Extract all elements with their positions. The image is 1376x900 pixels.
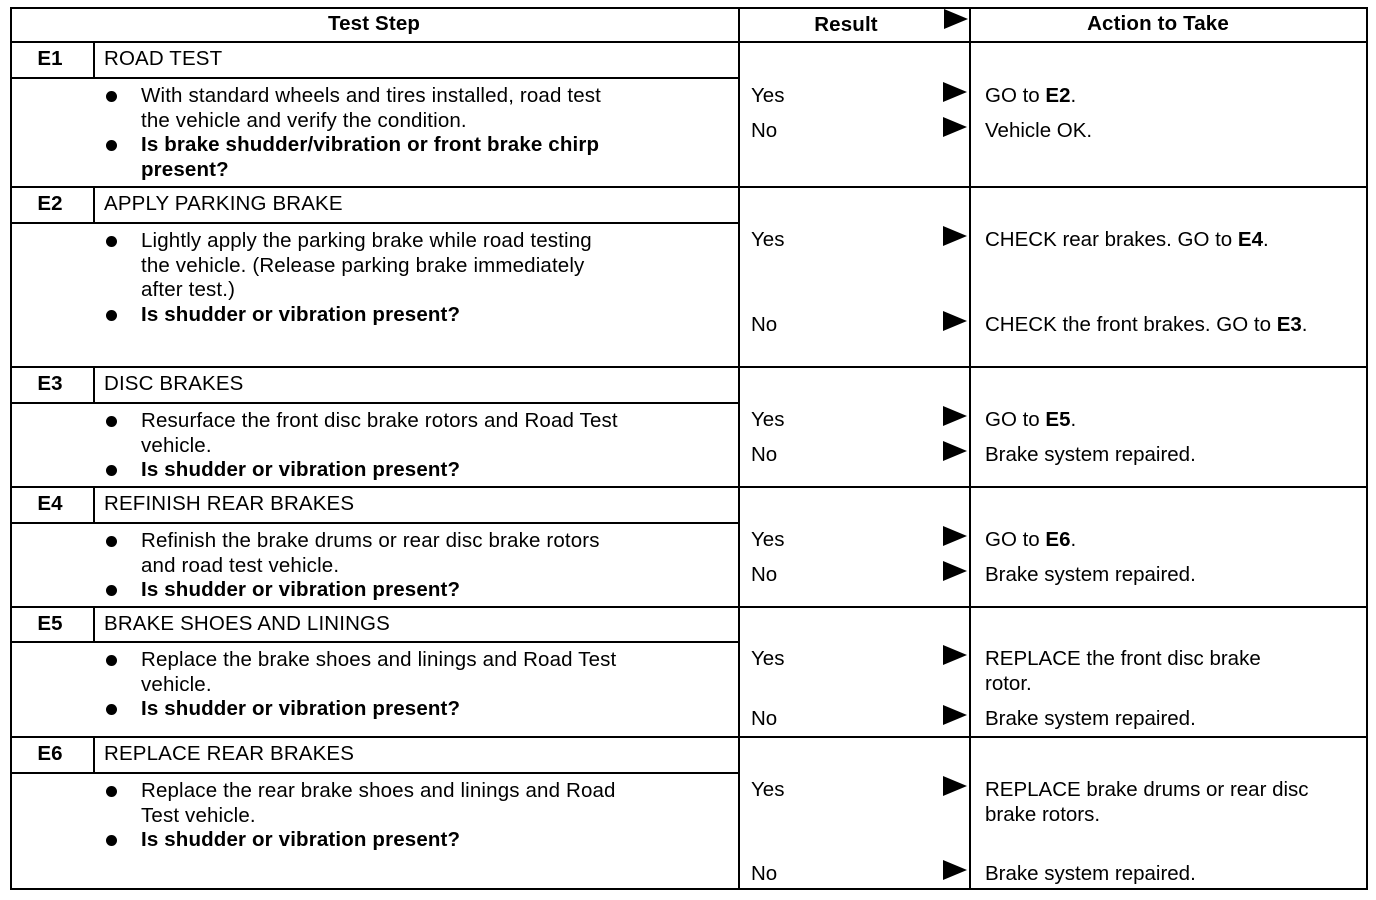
yes-action: [985, 84, 1076, 109]
yes-action: [985, 778, 1309, 827]
table-bottom-border: [10, 888, 1368, 890]
bullet-icon: [106, 536, 117, 547]
result-yes: Yes: [751, 228, 785, 251]
code-column-line: [93, 186, 95, 222]
no-action: [985, 707, 1196, 732]
instruction-line: With standard wheels and tires installed, road test: [141, 84, 602, 107]
no-arrow-icon: [943, 561, 967, 581]
result-no: No: [751, 707, 778, 730]
result-yes: Yes: [751, 647, 785, 670]
section-divider: [10, 486, 1368, 488]
step-code: E3: [37, 372, 63, 395]
title-row-line: [10, 522, 738, 524]
yes-action: [985, 647, 1261, 696]
step-title: ROAD TEST: [104, 47, 223, 70]
no-action: [985, 563, 1196, 588]
yes-arrow-icon: [943, 82, 967, 102]
no-action-text: CHECK the front brakes. GO to: [985, 313, 1271, 336]
no-arrow-icon: [943, 860, 967, 880]
no-action: [985, 119, 1092, 144]
no-arrow-icon: [943, 117, 967, 137]
section-divider: [10, 186, 1368, 188]
bullet-icon: [106, 140, 117, 151]
instruction-line: Resurface the front disc brake rotors and Road Test: [141, 409, 618, 432]
instruction-line: Test vehicle.: [141, 803, 256, 827]
question-line: Is shudder or vibration present?: [141, 302, 461, 326]
code-column-line: [93, 366, 95, 402]
question-line: Is shudder or vibration present?: [141, 578, 461, 601]
result-column-line: [738, 7, 740, 890]
yes-arrow-icon: [943, 645, 967, 665]
question-line: Is shudder or vibration present?: [141, 828, 461, 851]
question-line: Is brake shudder/vibration or front brake chirp: [141, 133, 600, 156]
bullet-icon: [106, 91, 117, 102]
bullet-icon: [106, 585, 117, 596]
table-right-border: [1366, 7, 1368, 890]
step-code: E2: [37, 192, 63, 215]
instruction-line: Replace the brake shoes and linings and Road Test: [141, 648, 617, 671]
title-row-line: [10, 641, 738, 643]
result-no: No: [751, 313, 778, 336]
no-action: [985, 443, 1196, 468]
instruction-line: Replace the rear brake shoes and linings and Road: [141, 779, 616, 802]
step-title: DISC BRAKES: [104, 372, 244, 395]
bullet-icon: [106, 704, 117, 715]
section-divider: [10, 366, 1368, 368]
no-action: [985, 313, 1307, 338]
title-row-line: [10, 772, 738, 774]
yes-action-text: CHECK rear brakes. GO to: [985, 228, 1233, 251]
section-divider: [10, 736, 1368, 738]
yes-action-ref: E2: [1045, 84, 1071, 107]
instruction-line: vehicle.: [141, 672, 212, 696]
code-column-line: [93, 736, 95, 772]
header-test-step: Test Step: [327, 12, 421, 35]
yes-action-text-line2: rotor.: [985, 671, 1032, 695]
step-code: E4: [37, 492, 63, 515]
yes-action-tail: .: [1070, 84, 1077, 107]
bullet-icon: [106, 465, 117, 476]
bullet-icon: [106, 236, 117, 247]
step-title: APPLY PARKING BRAKE: [104, 192, 343, 215]
instruction-line: Lightly apply the parking brake while road testing: [141, 229, 592, 252]
result-no: No: [751, 563, 778, 586]
header-result: Result: [814, 13, 878, 36]
no-action-ref: E3: [1276, 313, 1302, 336]
header-action: Action to Take: [1087, 12, 1229, 35]
yes-action-text: GO to: [985, 528, 1040, 551]
yes-arrow-icon: [943, 776, 967, 796]
result-yes: Yes: [751, 528, 785, 551]
no-arrow-icon: [943, 705, 967, 725]
result-yes: Yes: [751, 408, 785, 431]
result-no: No: [751, 119, 778, 142]
step-code: E1: [37, 47, 63, 70]
yes-action-tail: .: [1263, 228, 1269, 251]
yes-arrow-icon: [943, 406, 967, 426]
no-action-tail: .: [1301, 313, 1308, 336]
no-arrow-icon: [943, 311, 967, 331]
yes-arrow-icon: [943, 526, 967, 546]
bullet-icon: [106, 416, 117, 427]
question-line: present?: [141, 157, 229, 181]
step-title: REFINISH REAR BRAKES: [104, 492, 355, 515]
header-arrow-icon: [944, 9, 968, 29]
question-line: Is shudder or vibration present?: [141, 697, 461, 720]
section-divider: [10, 606, 1368, 608]
bullet-icon: [106, 655, 117, 666]
code-column-line: [93, 41, 95, 77]
step-code: E5: [37, 612, 63, 635]
no-action: [985, 862, 1196, 887]
step-code: E6: [37, 742, 63, 765]
table-top-border: [10, 7, 1368, 9]
bullet-icon: [106, 786, 117, 797]
yes-action: [985, 528, 1076, 553]
instruction-line: and road test vehicle.: [141, 553, 340, 577]
no-action-text: Brake system repaired.: [985, 862, 1196, 885]
instruction-line: vehicle.: [141, 433, 212, 457]
step-title: REPLACE REAR BRAKES: [104, 742, 355, 765]
yes-action-text: GO to: [985, 408, 1040, 431]
result-yes: Yes: [751, 778, 785, 801]
no-action-text: Vehicle OK.: [985, 119, 1093, 142]
result-no: No: [751, 862, 778, 885]
yes-action: [985, 408, 1076, 433]
code-column-line: [93, 486, 95, 522]
no-action-text: Brake system repaired.: [985, 707, 1196, 730]
result-no: No: [751, 443, 778, 466]
yes-action-tail: .: [1070, 408, 1077, 431]
title-row-line: [10, 222, 738, 224]
yes-arrow-icon: [943, 226, 967, 246]
instruction-line: after test.): [141, 278, 236, 301]
header-bottom-border: [10, 41, 1368, 43]
code-column-line: [93, 606, 95, 641]
yes-action-ref: E6: [1045, 528, 1071, 551]
yes-action-text: REPLACE brake drums or rear disc: [985, 778, 1309, 801]
no-arrow-icon: [943, 441, 967, 461]
step-title: BRAKE SHOES AND LININGS: [104, 612, 390, 635]
instruction-line: the vehicle. (Release parking brake immediately: [141, 253, 585, 277]
instruction-line: the vehicle and verify the condition.: [141, 108, 467, 132]
result-yes: Yes: [751, 84, 785, 107]
title-row-line: [10, 402, 738, 404]
no-action-text: Brake system repaired.: [985, 443, 1196, 466]
bullet-icon: [106, 835, 117, 846]
yes-action-ref: E4: [1237, 228, 1263, 251]
title-row-line: [10, 77, 738, 79]
yes-action-text: GO to: [985, 84, 1040, 107]
yes-action-text: REPLACE the front disc brake: [985, 647, 1261, 670]
yes-action-text-line2: brake rotors.: [985, 802, 1101, 826]
question-line: Is shudder or vibration present?: [141, 458, 461, 481]
no-action-text: Brake system repaired.: [985, 563, 1196, 586]
yes-action-tail: .: [1070, 528, 1077, 551]
action-column-line: [969, 7, 971, 890]
instruction-line: Refinish the brake drums or rear disc brake rotors: [141, 529, 600, 552]
yes-action: [985, 228, 1269, 253]
yes-action-ref: E5: [1045, 408, 1071, 431]
bullet-icon: [106, 310, 117, 321]
